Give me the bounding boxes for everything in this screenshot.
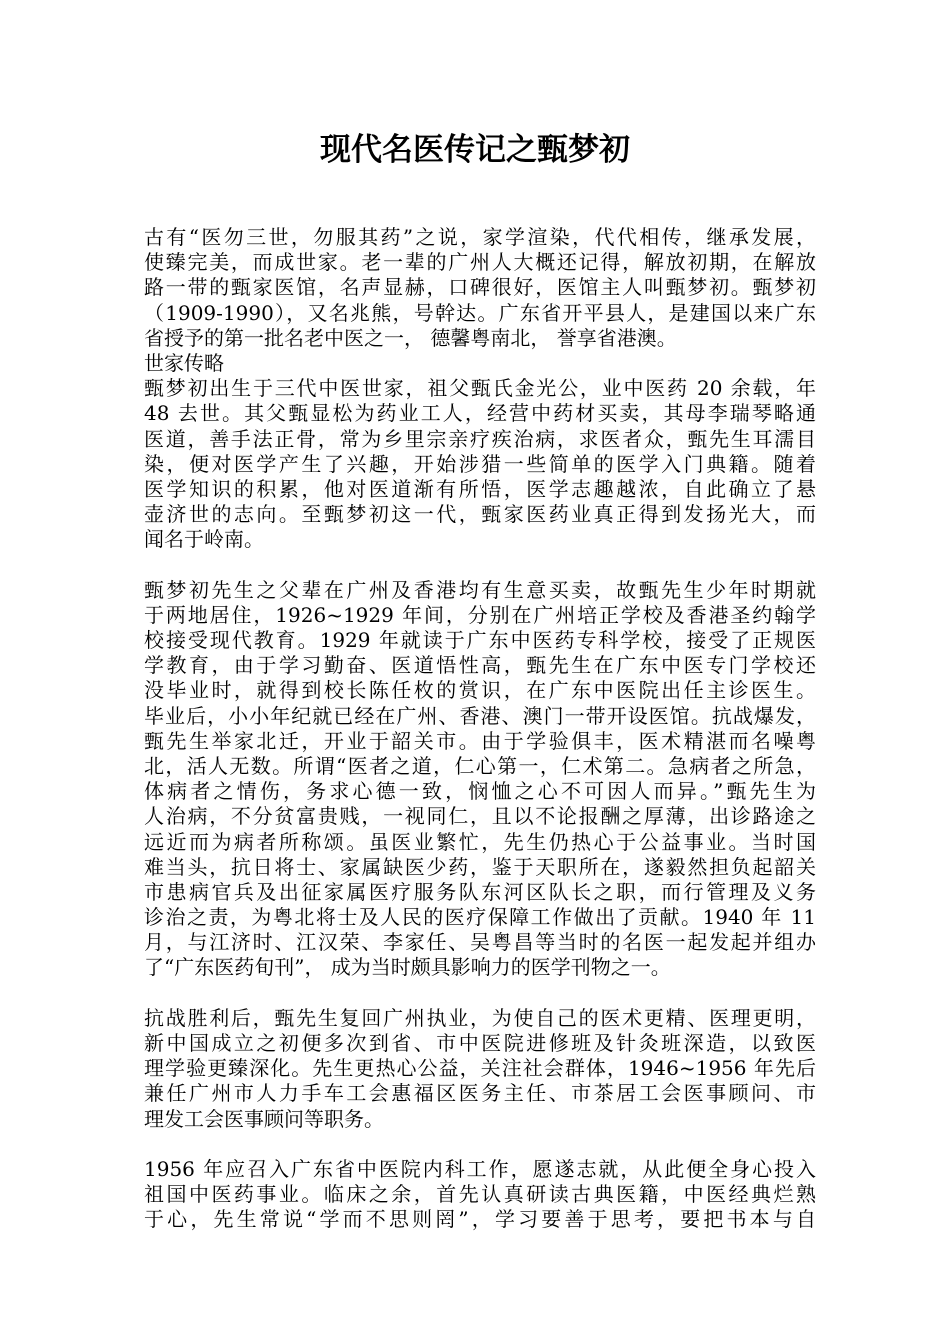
text-line: 染，便对医学产生了兴趣，开始涉猎一些简单的医学入门典籍。随着 (144, 451, 816, 476)
text-line: 医道，善手法正骨，常为乡里宗亲疗疾治病，求医者众，甄先生耳濡目 (144, 426, 816, 451)
text-line: 兼任广州市人力手车工会惠福区医务主任、市茶居工会医事顾问、市 (144, 1081, 816, 1106)
text-line: 路一带的甄家医馆，名声显赫，口碑很好，医馆主人叫甄梦初。甄梦初 (144, 275, 816, 300)
paragraph (144, 376, 816, 552)
text-line: 医学知识的积累，他对医道渐有所悟，医学志趣越浓，自此确立了悬 (144, 476, 816, 501)
paragraph (144, 1006, 816, 1132)
text-line: 使臻完美，而成世家。老一辈的广州人大概还记得，解放初期，在解放 (144, 250, 816, 275)
text-line: 1956 年应召入广东省中医院内科工作，愿遂志就，从此便全身心投入 (144, 1156, 816, 1181)
text-line: 理学验更臻深化。先生更热心公益，关注社会群体，1946~1956 年先后 (144, 1056, 816, 1081)
text-line: 抗战胜利后，甄先生复回广州执业，为使自己的医术更精、医理更明， (144, 1005, 816, 1030)
text-line: 于两地居住，1926~1929 年间，分别在广州培正学校及香港圣约翰学 (144, 602, 816, 627)
text-line: 甄梦初先生之父辈在广州及香港均有生意买卖，故甄先生少年时期就 (144, 577, 816, 602)
text-line: 北，活人无数。所谓“医者之道，仁心第一，仁术第二。急病者之所急， (144, 753, 816, 778)
text-line: 壶济世的志向。至甄梦初这一代，甄家医药业真正得到发扬光大，而 (144, 502, 816, 527)
paragraph (144, 1157, 816, 1233)
document-title: 现代名医传记之甄梦初 (320, 132, 630, 168)
text-line: 甄先生举家北迁，开业于韶关市。由于学验俱丰，医术精湛而名噪粤 (144, 728, 816, 753)
text-line: 世家传略 (144, 350, 224, 375)
paragraph-spacer (144, 981, 816, 1006)
text-line: 体病者之情伤，务求心德一致，悯恤之心不可因人而异。”甄先生为 (144, 779, 816, 804)
text-line: 校接受现代教育。1929 年就读于广东中医药专科学校，接受了正规医 (144, 628, 816, 652)
text-line: 省授予的第一批名老中医之一， 德馨粤南北， 誉享省港澳。 (144, 325, 677, 350)
text-line: 月，与江济时、江汉荣、李家任、吴粤昌等当时的名医一起发起并组办 (144, 930, 816, 955)
text-line: 了“广东医药旬刊”， 成为当时颇具影响力的医学刊物之一。 (144, 955, 671, 980)
text-line: 远近而为病者所称颂。虽医业繁忙，先生仍热心于公益事业。当时国 (144, 829, 816, 854)
text-line: 学教育，由于学习勤奋、医道悟性高，甄先生在广东中医专门学校还 (144, 653, 816, 678)
text-line: 难当头，抗日将士、家属缺医少药，鉴于天职所在，遂毅然担负起韶关 (144, 854, 816, 879)
text-line: 诊治之责，为粤北将士及人民的医疗保障工作做出了贡献。1940 年 11 (144, 905, 816, 930)
text-line: 新中国成立之初便多次到省、市中医院进修班及针灸班深造，以致医 (144, 1031, 816, 1055)
text-line: 市患病官兵及出征家属医疗服务队东河区队长之职，而行管理及义务 (144, 879, 816, 904)
text-line: 48 去世。其父甄显松为药业工人，经营中药材买卖，其母李瑞琴略通 (144, 401, 816, 426)
document-body (144, 225, 816, 1233)
paragraph (144, 351, 816, 376)
text-line: 人治病，不分贫富贵贱，一视同仁，且以不论报酬之厚薄，出诊路途之 (144, 804, 816, 829)
text-line: （1909-1990），又名兆熊，号幹达。广东省开平县人，是建国以来广东 (144, 300, 816, 325)
paragraph-spacer (144, 1132, 816, 1157)
text-line: 闻名于岭南。 (144, 527, 264, 552)
text-line: 没毕业时，就得到校长陈任枚的赏识，在广东中医院出任主诊医生。 (144, 678, 816, 703)
paragraph (144, 578, 816, 981)
text-line: 理发工会医事顾问等职务。 (144, 1106, 384, 1131)
text-line: 于心，先生常说“学而不思则罔”，学习要善于思考，要把书本与自 (144, 1207, 816, 1232)
text-line: 甄梦初出生于三代中医世家，祖父甄氏金光公，业中医药 20 余载，年 (144, 376, 816, 401)
paragraph (144, 225, 816, 351)
text-line: 古有“医勿三世，勿服其药”之说，家学渲染，代代相传，继承发展， (144, 225, 816, 249)
paragraph-spacer (144, 552, 816, 577)
text-line: 祖国中医药事业。临床之余，首先认真研读古典医籍，中医经典烂熟 (144, 1182, 816, 1207)
text-line: 毕业后，小小年纪就已经在广州、香港、澳门一带开设医馆。抗战爆发， (144, 703, 816, 728)
